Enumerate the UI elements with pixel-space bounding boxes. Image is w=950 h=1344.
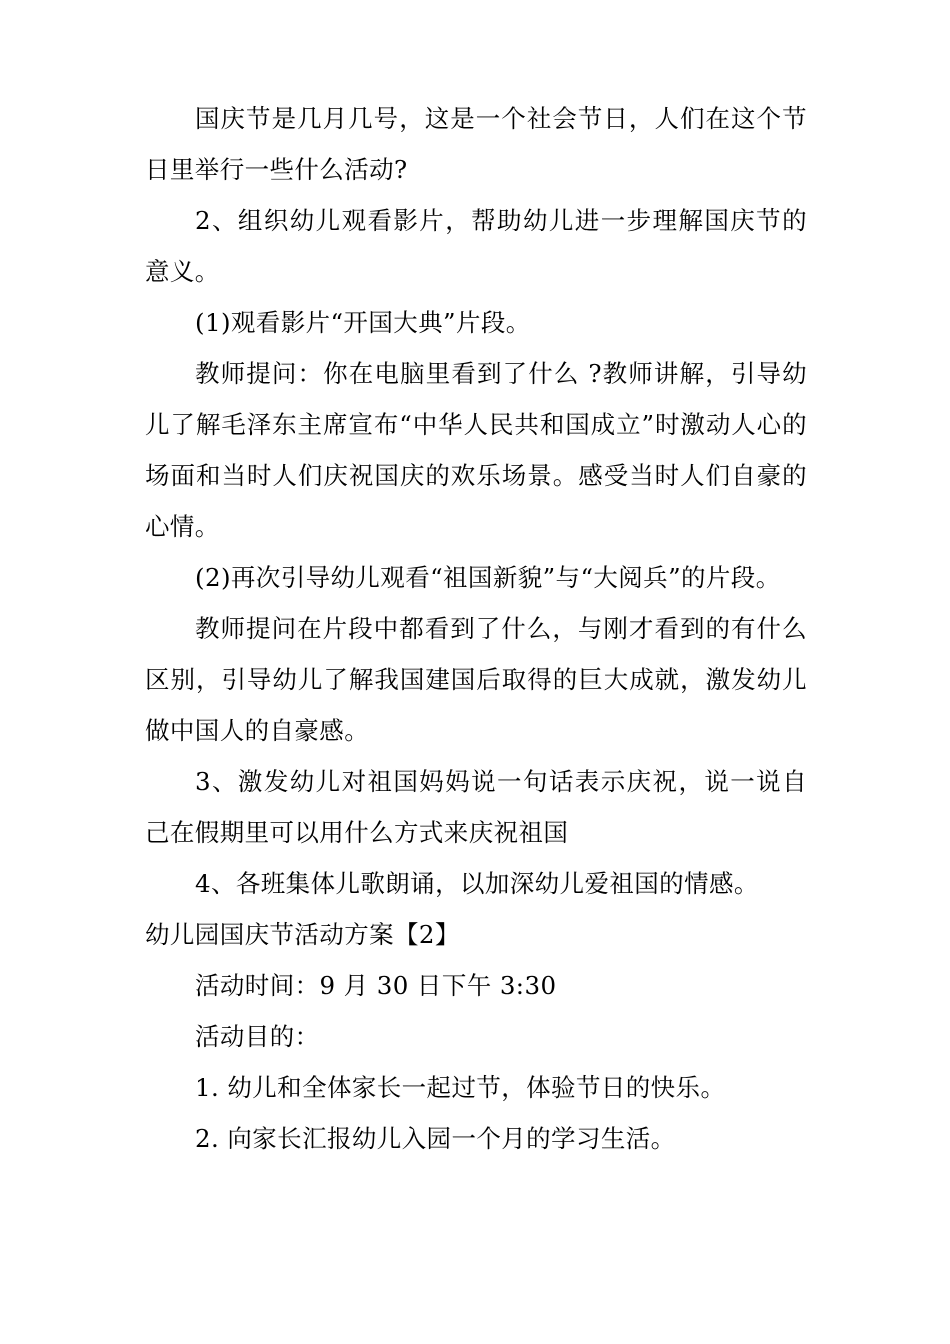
paragraph-teacher-question-1: 教师提问：你在电脑里看到了什么 ?教师讲解，引导幼儿了解毛泽东主席宣布“中华人民共和国成立”时激动人心的场面和当时人们庆祝国庆的欢乐场景。感受当时人们自豪的心情。 <box>145 359 807 541</box>
paragraph-purpose-1: 1. 幼儿和全体家长一起过节，体验节日的快乐。 <box>195 1073 726 1102</box>
paragraph-step-3-celebrate: 3、激发幼儿对祖国妈妈说一句话表示庆祝，说一说自己在假期里可以用什么方式来庆祝祖国 <box>145 767 807 847</box>
paragraph-step-4-recitation: 4、各班集体儿歌朗诵，以加深幼儿爱祖国的情感。 <box>195 869 759 898</box>
document-body <box>145 93 807 1164</box>
paragraph-film-new-look-parade: (2)再次引导幼儿观看“祖国新貌”与“大阅兵”的片段。 <box>195 563 781 592</box>
paragraph-activity-time: 活动时间：9 月 30 日下午 3:30 <box>195 971 557 1000</box>
paragraph-national-day-question: 国庆节是几月几号，这是一个社会节日，人们在这个节日里举行一些什么活动? <box>145 104 807 184</box>
paragraph-purpose-2: 2. 向家长汇报幼儿入园一个月的学习生活。 <box>195 1124 676 1153</box>
section-heading-plan-2: 幼儿园国庆节活动方案【2】 <box>145 920 460 949</box>
paragraph-step-2-watch-film: 2、组织幼儿观看影片，帮助幼儿进一步理解国庆节的意义。 <box>145 206 807 286</box>
paragraph-teacher-question-2: 教师提问在片段中都看到了什么，与刚才看到的有什么区别，引导幼儿了解我国建国后取得的巨大成就，激发幼儿做中国人的自豪感。 <box>145 614 807 745</box>
paragraph-activity-purpose-label: 活动目的： <box>195 1022 320 1051</box>
paragraph-film-founding-ceremony: (1)观看影片“开国大典”片段。 <box>195 308 531 337</box>
